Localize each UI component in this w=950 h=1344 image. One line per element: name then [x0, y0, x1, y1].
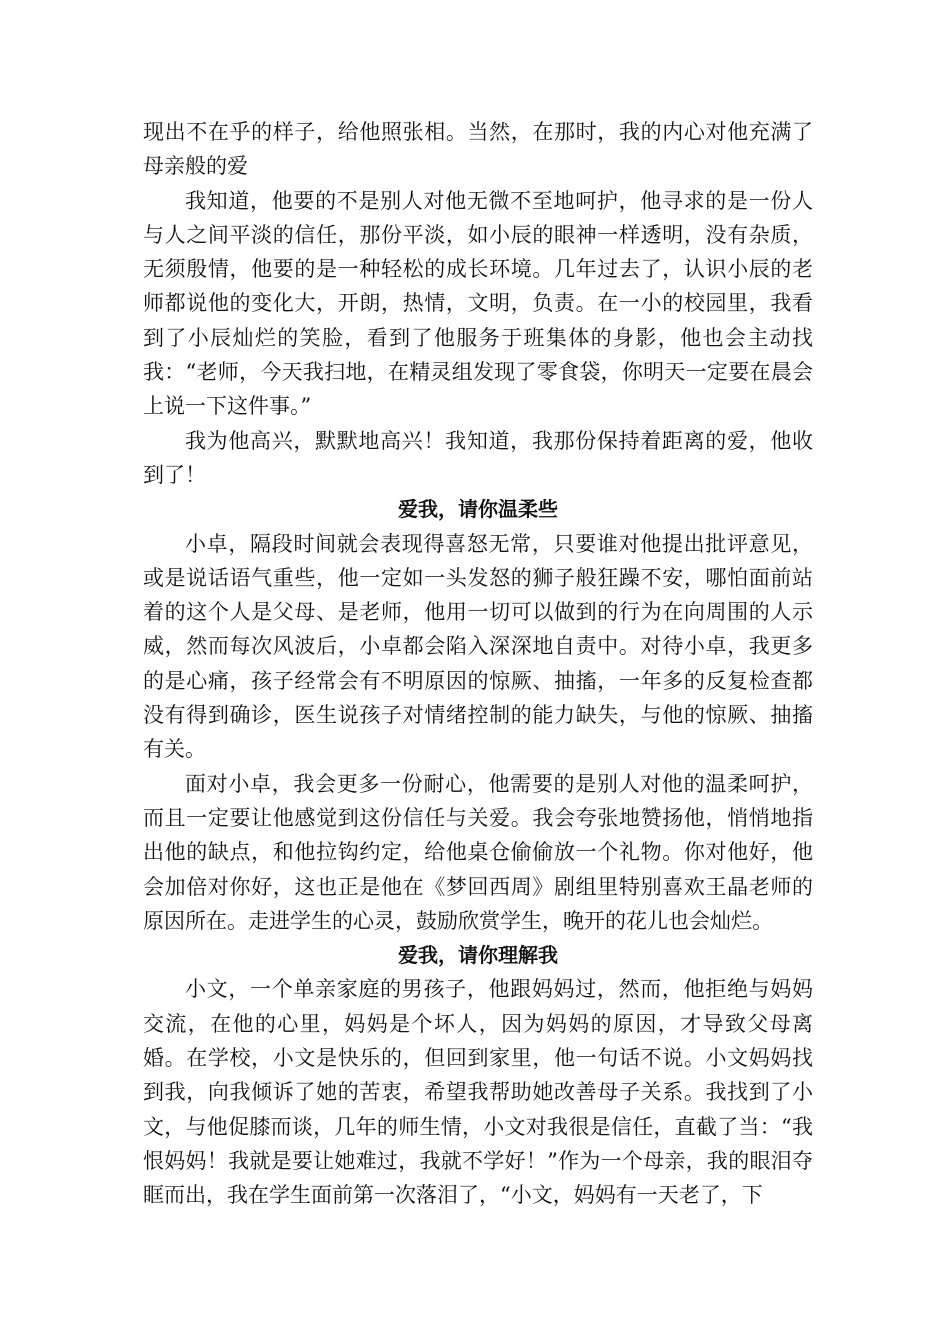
document-body — [143, 115, 813, 1213]
paragraph-xiaochen-trust: 我知道，他要的不是别人对他无微不至地呵护，他寻求的是一份人与人之间平淡的信任，那份平淡，如小辰的眼神一样透明，没有杂质，无须殷情，他要的是一种轻松的成长环境。几年过去了，认识小辰的老师都说他的变化大，开朗，热情，文明，负责。在一小的校园里，我看到了小辰灿烂的笑脸，看到了他服务于班集体的身影，他也会主动找我：“老师，今天我扫地，在精灵组发现了零食袋，你明天一定要在晨会上说一下这件事。” — [143, 188, 813, 419]
paragraph-xiaowen: 小文，一个单亲家庭的男孩子，他跟妈妈过，然而，他拒绝与妈妈交流，在他的心里，妈妈是个坏人，因为妈妈的原因，才导致父母离婚。在学校，小文是快乐的，但回到家里，他一句话不说。小文妈妈找到我，向我倾诉了她的苦衷，希望我帮助她改善母子关系。我找到了小文，与他促膝而谈，几年的师生情，小文对我很是信任，直截了当：“我恨妈妈！我就是要让她难过，我就不学好！”作为一个母亲，我的眼泪夺眶而出，我在学生面前第一次落泪了，“小文，妈妈有一天老了，下 — [143, 977, 813, 1208]
paragraph-xiaozhuo-behavior: 小卓，隔段时间就会表现得喜怒无常，只要谁对他提出批评意见，或是说话语气重些，他一定如一头发怒的狮子般狂躁不安，哪怕面前站着的这个人是父母、是老师，他用一切可以做到的行为在向周围的人示威，然而每次风波后，小卓都会陷入深深地自责中。对待小卓，我更多的是心痛，孩子经常会有不明原因的惊厥、抽搐，一年多的反复检查都没有得到确诊，医生说孩子对情绪控制的能力缺失，与他的惊厥、抽搐有关。 — [143, 531, 813, 762]
paragraph-xiaozhuo-patience: 面对小卓，我会更多一份耐心，他需要的是别人对他的温柔呵护，而且一定要让他感觉到这份信任与关爱。我会夸张地赞扬他，悄悄地指出他的缺点，和他拉钩约定，给他桌仓偷偷放一个礼物。你对他好，他会加倍对你好，这也正是他在《梦回西周》剧组里特别喜欢王晶老师的原因所在。走进学生的心灵，鼓励欣赏学生，晚开的花儿也会灿烂。 — [143, 771, 813, 933]
section-heading-understand: 爱我，请你理解我 — [398, 943, 558, 968]
paragraph-xiaochen-happy: 我为他高兴，默默地高兴！我知道，我那份保持着距离的爱，他收到了！ — [143, 428, 813, 487]
section-heading-gentle: 爱我，请你温柔些 — [398, 497, 558, 522]
paragraph-continuation: 现出不在乎的样子，给他照张相。当然，在那时，我的内心对他充满了母亲般的爱 — [143, 120, 813, 179]
